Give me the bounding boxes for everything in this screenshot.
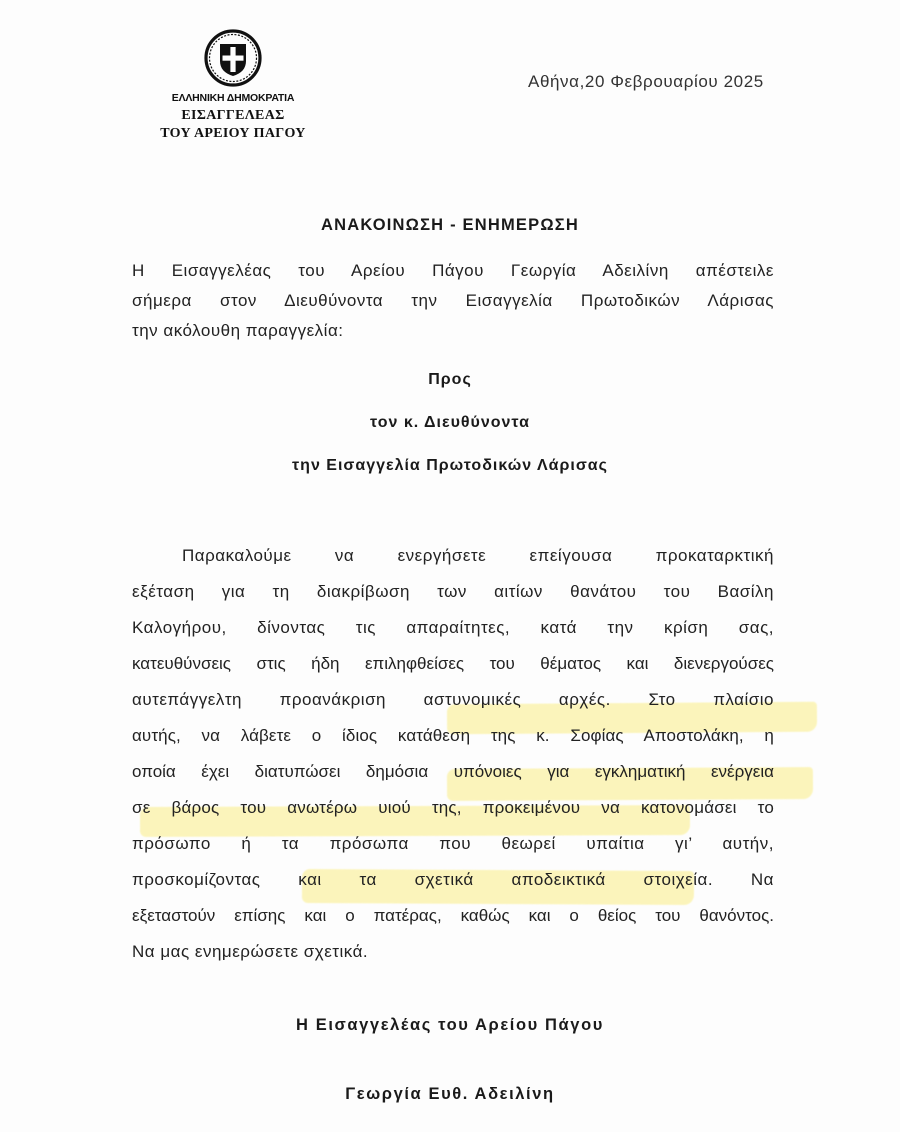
- recipient-line-2: τον κ. Διευθύνοντα: [370, 414, 530, 431]
- republic-label: ΕΛΛΗΝΙΚΗ ΔΗΜΟΚΡΑΤΙΑ: [171, 92, 295, 104]
- body-line: εξέταση για τη διακρίβωση των αιτίων θανάτου του Βασίλη: [132, 582, 774, 601]
- body-line: κατευθύνσεις στις ήδη επιληφθείσες του θέματος και διενεργούσες: [132, 654, 774, 673]
- office-line-2: ΤΟΥ ΑΡΕΙΟΥ ΠΑΓΟΥ: [160, 126, 306, 141]
- letterhead: [138, 28, 328, 143]
- document-title: ΑΝΑΚΟΙΝΩΣΗ - ΕΝΗΜΕΡΩΣΗ: [321, 216, 579, 234]
- body-line: οποία έχει διατυπώσει δημόσια υπόνοιες για εγκληματική ενέργεια: [132, 762, 774, 781]
- office-name: [138, 107, 328, 143]
- recipient-line-3: την Εισαγγελία Πρωτοδικών Λάρισας: [292, 457, 608, 474]
- document-date: Αθήνα,20 Φεβρουαρίου 2025: [528, 72, 764, 91]
- body-line: Να μας ενημερώσετε σχετικά.: [132, 942, 369, 961]
- intro-line: Η Εισαγγελέας του Αρείου Πάγου Γεωργία Αδειλίνη απέστειλε: [132, 261, 774, 280]
- intro-line: σήμερα στον Διευθύνοντα την Εισαγγελία Πρωτοδικών Λάρισας: [132, 291, 774, 310]
- body-line: Παρακαλούμε να ενεργήσετε επείγουσα προκαταρκτική: [182, 546, 774, 565]
- greek-coat-of-arms-icon: [203, 28, 263, 88]
- signature-role: Η Εισαγγελέας του Αρείου Πάγου: [296, 1016, 604, 1034]
- recipient-line-1: Προς: [428, 371, 472, 388]
- body-line: σε βάρος του ανωτέρω υιού της, προκειμένου να κατονομάσει το: [132, 798, 774, 817]
- body-line: εξεταστούν επίσης και ο πατέρας, καθώς και ο θείος του θανόντος.: [132, 906, 774, 925]
- office-line-1: ΕΙΣΑΓΓΕΛΕΑΣ: [181, 108, 285, 123]
- body-line: Καλογήρου, δίνοντας τις απαραίτητες, κατά την κρίση σας,: [132, 618, 774, 637]
- intro-line: την ακόλουθη παραγγελία:: [132, 321, 344, 340]
- body-line: αυτής, να λάβετε ο ίδιος κατάθεση της κ. Σοφίας Αποστολάκη, η: [132, 726, 774, 745]
- signature-name: Γεωργία Ευθ. Αδειλίνη: [345, 1085, 555, 1103]
- body-line: προσκομίζοντας και τα σχετικά αποδεικτικά στοιχεία. Να: [132, 870, 774, 889]
- body-line: πρόσωπο ή τα πρόσωπα που θεωρεί υπαίτια γι’ αυτήν,: [132, 834, 774, 853]
- body-line: αυτεπάγγελτη προανάκριση αστυνομικές αρχές. Στο πλαίσιο: [132, 690, 774, 709]
